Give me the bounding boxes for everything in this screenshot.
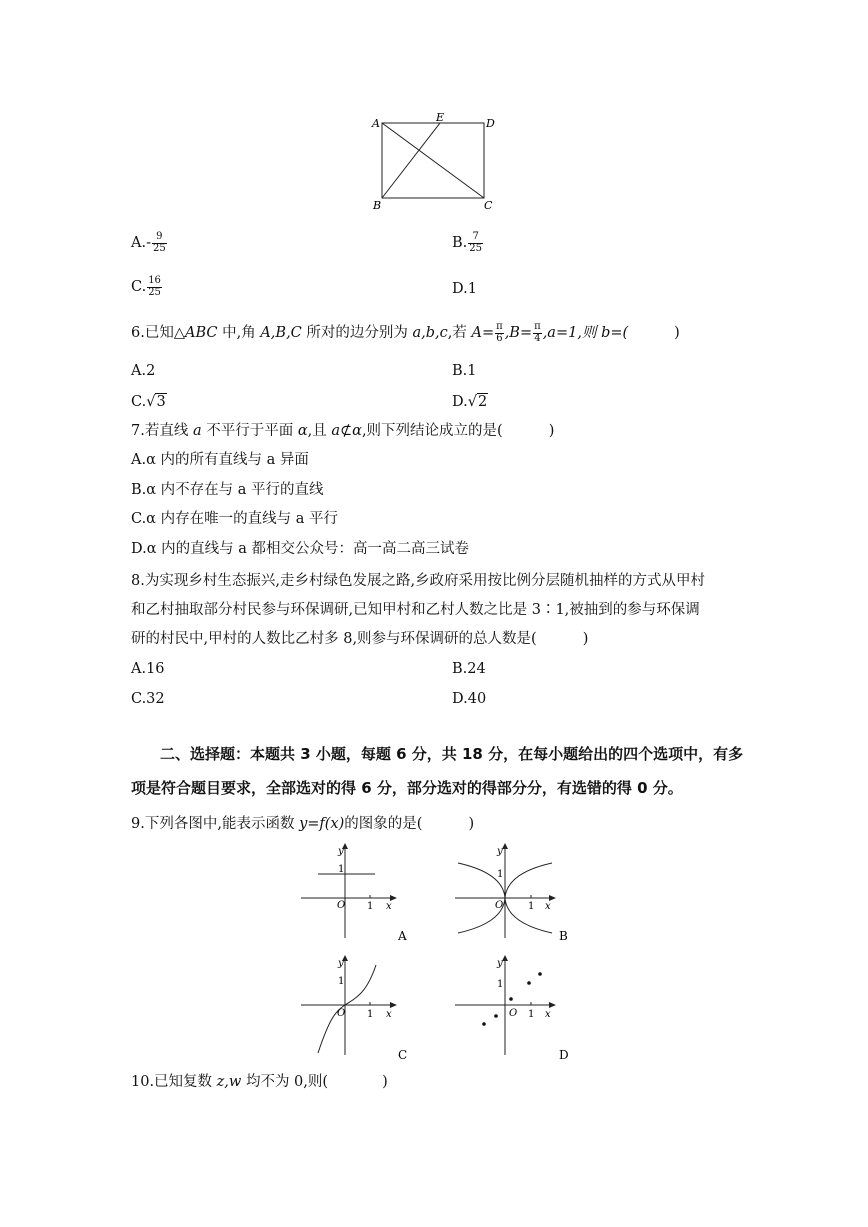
fraction: $\frac{16}{25}$ <box>148 275 161 298</box>
svg-text:x: x <box>386 1009 392 1020</box>
q8-line-3: 研的村民中,甲村的人数比乙村多 8,则参与环保调研的总人数是( ) <box>131 631 589 647</box>
q5-option-a[interactable]: A.- $\frac{9}{25}$ <box>131 231 166 254</box>
q10-stem: 10.已知复数 z,w 均不为 0,则( ) <box>131 1074 388 1090</box>
q7-option-c[interactable]: C.α 内存在唯一的直线与 a 平行 <box>131 511 338 527</box>
fraction: $\frac{7}{25}$ <box>469 231 482 254</box>
section-2-line-2: 项是符合题目要求，全部选对的得 6 分，部分选对的得部分分，有选错的得 0 分。 <box>131 779 683 797</box>
svg-text:1: 1 <box>497 869 504 880</box>
q6-option-a[interactable]: A.2 <box>131 363 156 379</box>
svg-text:y: y <box>338 958 344 969</box>
sqrt-2: √2 <box>467 394 488 410</box>
q8-option-b[interactable]: B.24 <box>452 661 486 677</box>
label-A: A <box>372 117 380 130</box>
label-C: C <box>484 199 493 212</box>
q8-line-1: 8.为实现乡村生态振兴,走乡村绿色发展之路,乡政府采用按比例分层随机抽样的方式从甲村 <box>131 573 706 589</box>
q9-stem: 9.下列各图中,能表示函数 y=f(x)的图象的是( ) <box>131 816 475 832</box>
svg-text:y: y <box>338 846 344 857</box>
svg-text:x: x <box>545 1009 551 1020</box>
q8-option-c[interactable]: C.32 <box>131 691 165 707</box>
q7-option-a[interactable]: A.α 内的所有直线与 a 异面 <box>131 452 309 468</box>
graph-d <box>452 955 577 1065</box>
graph-b <box>452 843 577 948</box>
graph-a-label: A <box>398 929 407 943</box>
svg-text:1: 1 <box>528 901 535 912</box>
graph-c-label: C <box>398 1048 408 1062</box>
q8-line-2: 和乙村抽取部分村民参与环保调研,已知甲村和乙村人数之比是 3∶1,被抽到的参与环保调 <box>131 602 700 618</box>
svg-text:1: 1 <box>367 901 374 912</box>
fraction-pi-6: $\frac{\pi}{6}$ <box>496 321 503 344</box>
svg-text:1: 1 <box>338 864 345 875</box>
svg-text:1: 1 <box>528 1009 535 1020</box>
label-E: E <box>436 111 445 124</box>
q7-option-d[interactable]: D.α 内的直线与 a 都相交公众号：高一高二高三试卷 <box>131 541 469 557</box>
q5-option-c[interactable]: C. $\frac{16}{25}$ <box>131 275 161 298</box>
svg-text:O: O <box>509 1008 518 1019</box>
svg-text:y: y <box>497 846 503 857</box>
q5-option-b[interactable]: B. $\frac{7}{25}$ <box>452 231 482 254</box>
q7-stem: 7.若直线 a 不平行于平面 α,且 a⊄α,则下列结论成立的是( ) <box>131 423 555 439</box>
label-B: B <box>373 199 382 212</box>
label-D: D <box>486 117 495 130</box>
rectangle-abcd-figure <box>365 108 505 214</box>
graph-d-label: D <box>559 1048 569 1062</box>
svg-text:1: 1 <box>338 976 345 987</box>
q6-option-b[interactable]: B.1 <box>452 363 477 379</box>
q6-option-d[interactable]: D.√2 <box>452 394 488 410</box>
svg-text:x: x <box>386 901 392 912</box>
svg-text:1: 1 <box>497 979 504 990</box>
section-2-line-1: 二、选择题：本题共 3 小题，每题 6 分，共 18 分，在每小题给出的四个选项中，有多 <box>160 745 744 763</box>
q6-stem: 6.已知△ABC 中,角 A,B,C 所对的边分别为 a,b,c,若 A= $\frac{\pi}{6}$ ,B= $\frac{\pi}{4}$ ,a=1,则 b=( ) <box>131 321 680 344</box>
svg-text:O: O <box>495 900 504 911</box>
q7-option-b[interactable]: B.α 内不存在与 a 平行的直线 <box>131 482 324 498</box>
svg-text:y: y <box>497 958 503 969</box>
fraction-pi-4: $\frac{\pi}{4}$ <box>534 321 541 344</box>
svg-text:O: O <box>337 1008 346 1019</box>
graph-b-label: B <box>559 929 568 943</box>
q8-option-a[interactable]: A.16 <box>131 661 165 677</box>
graph-c <box>298 955 413 1065</box>
svg-text:1: 1 <box>367 1009 374 1020</box>
svg-text:O: O <box>337 900 346 911</box>
sqrt-3: √3 <box>146 394 166 410</box>
q8-option-d[interactable]: D.40 <box>452 691 487 707</box>
svg-text:x: x <box>545 901 551 912</box>
fraction: $\frac{9}{25}$ <box>152 231 166 254</box>
graph-a <box>298 843 413 948</box>
q5-option-d[interactable]: D.1 <box>452 281 477 297</box>
q6-option-c[interactable]: C.√3 <box>131 394 166 410</box>
